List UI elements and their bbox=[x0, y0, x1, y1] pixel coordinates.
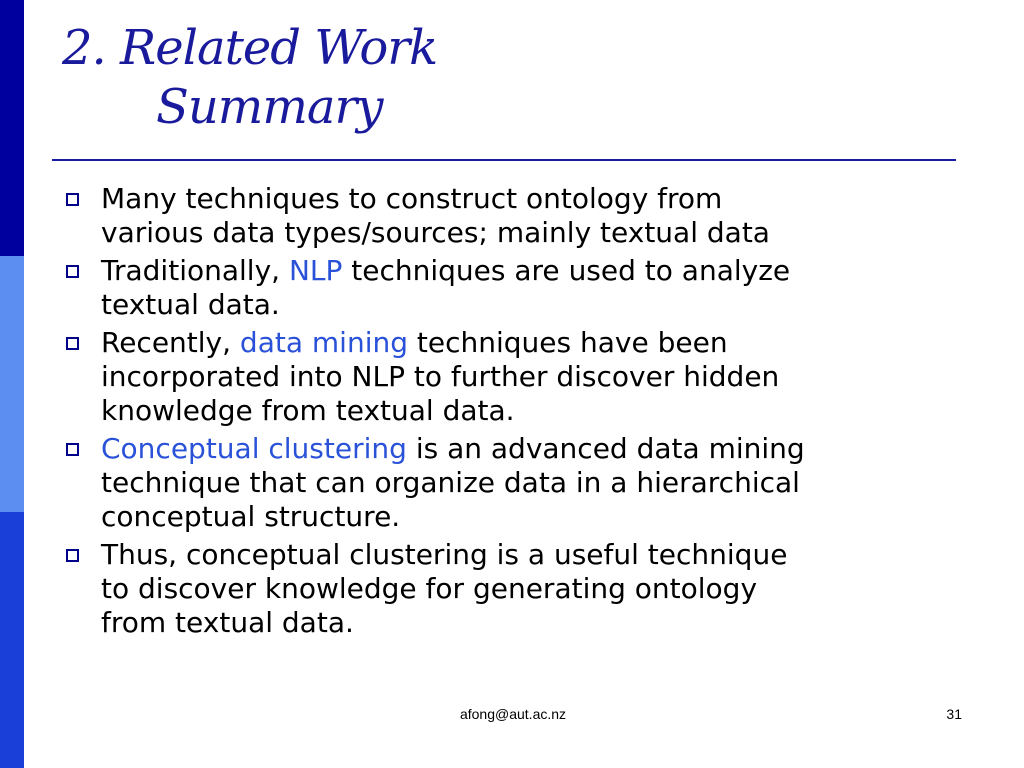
side-bar-segment-bottom bbox=[0, 512, 24, 768]
bullet-text: Many techniques to construct ontology from various data types/sources; mainly textual data bbox=[101, 182, 770, 249]
highlighted-term: NLP bbox=[288, 254, 343, 287]
slide-title-line-2: Summary bbox=[156, 79, 383, 135]
bullet-text: is an advanced data mining technique that can organize data in a hierarchical conceptual structure. bbox=[101, 432, 805, 533]
page-number: 31 bbox=[946, 706, 962, 722]
bullet-item bbox=[64, 326, 964, 428]
highlighted-term: data mining bbox=[239, 326, 408, 359]
hollow-square-icon bbox=[66, 265, 79, 278]
slide-title bbox=[62, 22, 437, 133]
hollow-square-icon bbox=[66, 337, 79, 350]
side-bar-segment-middle bbox=[0, 256, 24, 512]
bullet-text: techniques are used to analyze textual data. bbox=[101, 254, 791, 321]
bullet-list bbox=[64, 182, 964, 644]
bullet-item bbox=[64, 254, 964, 322]
hollow-square-icon bbox=[66, 193, 79, 206]
bullet-item bbox=[64, 182, 964, 250]
bullet-text: techniques have been incorporated into NLP to further discover hidden knowledge from textual data. bbox=[101, 326, 780, 427]
bullet-text: Thus, conceptual clustering is a useful technique to discover knowledge for generating ontology from textual data. bbox=[101, 538, 788, 639]
bullet-item bbox=[64, 432, 964, 534]
side-accent-bar bbox=[0, 0, 24, 768]
highlighted-term: Conceptual clustering bbox=[101, 432, 407, 465]
footer-email: afong@aut.ac.nz bbox=[459, 706, 567, 722]
bullet-item bbox=[64, 538, 964, 640]
slide-title-line-1: 2. Related Work bbox=[62, 20, 438, 76]
bullet-text: Recently, bbox=[101, 326, 240, 359]
title-underline bbox=[52, 159, 956, 161]
bullet-text: Traditionally, bbox=[101, 254, 289, 287]
hollow-square-icon bbox=[66, 443, 79, 456]
hollow-square-icon bbox=[66, 549, 79, 562]
side-bar-segment-top bbox=[0, 0, 24, 256]
